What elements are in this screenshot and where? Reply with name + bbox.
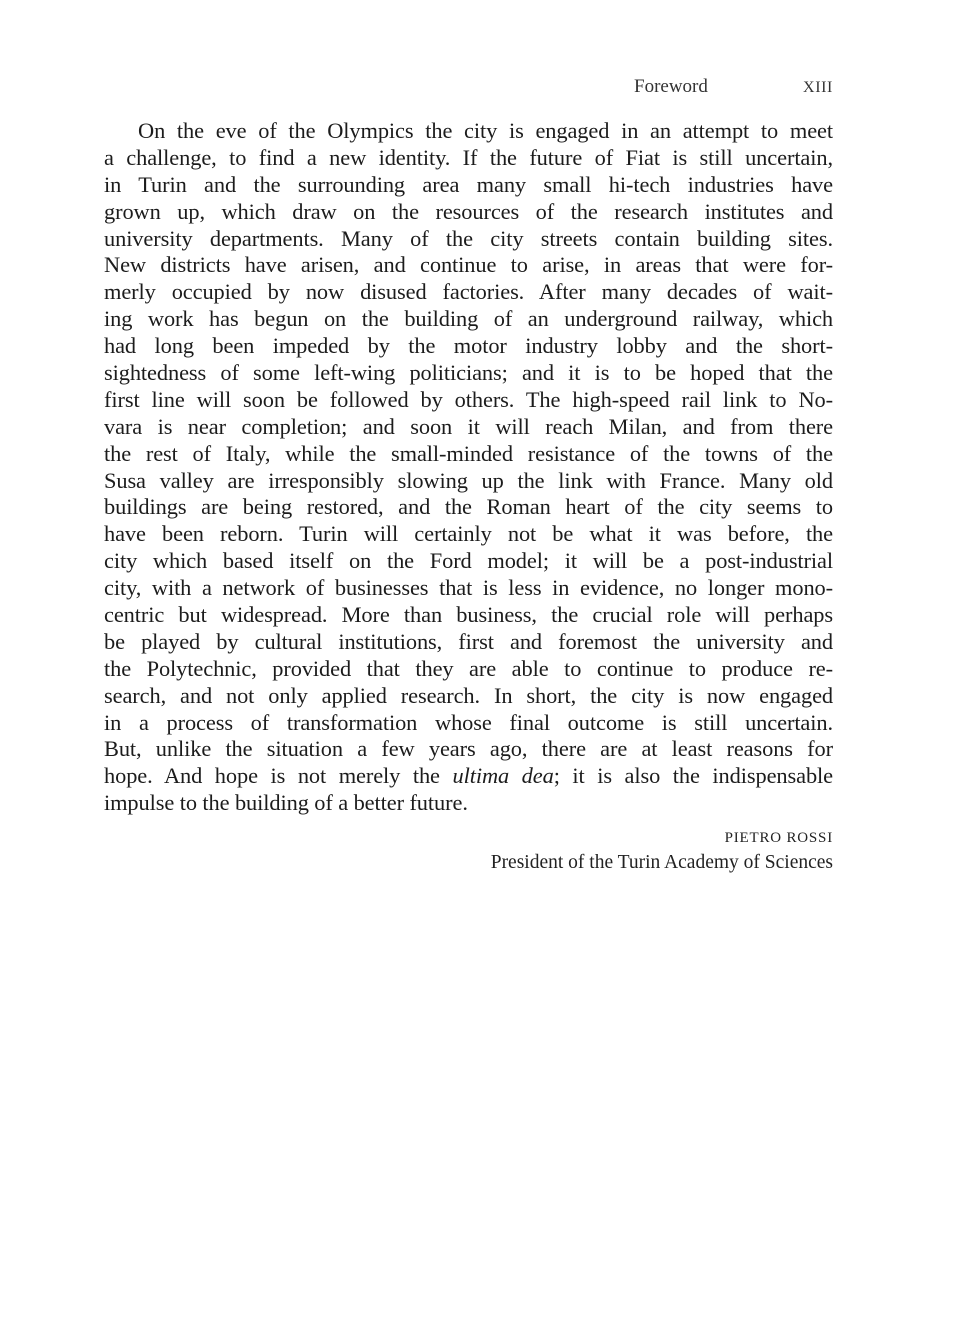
paragraph-line: in a process of transformation whose final outcome is still uncertain. (104, 709, 833, 735)
paragraph-line: But, unlike the situation a few years ago, there are at least reasons for (104, 736, 833, 762)
paragraph-line: grown up, which draw on the resources of the research institutes and (104, 198, 833, 224)
paragraph-line: city which based itself on the Ford model; it will be a post-industrial (104, 548, 833, 574)
paragraph-line: in Turin and the surrounding area many small hi-tech industries have (104, 171, 833, 197)
page-number: XIII (803, 79, 833, 96)
paragraph-line: merly occupied by now disused factories. After many decades of wait- (104, 279, 833, 305)
paragraph-line-with-italic (104, 763, 833, 790)
text-segment: ; it is also the indispensable (553, 763, 834, 789)
paragraph-line: Susa valley are irresponsibly slowing up the link with France. Many old (104, 467, 833, 493)
paragraph-line: search, and not only applied research. In short, the city is now engaged (104, 682, 833, 708)
author-title: President of the Turin Academy of Sciences (490, 852, 833, 873)
paragraph-line: centric but widespread. More than business, the crucial role will perhaps (104, 602, 833, 628)
signature-block (491, 826, 833, 876)
paragraph-line: sightedness of some left-wing politicians; and it is to be hoped that the (104, 360, 833, 386)
author-name: PIETRO ROSSI (724, 830, 833, 846)
italic-phrase: ultima dea (452, 763, 554, 789)
paragraph-line: be played by cultural institutions, first and foremost the university and (104, 628, 833, 654)
paragraph-line: city, with a network of businesses that is less in evidence, no longer mono- (104, 575, 833, 601)
paragraph-line: On the eve of the Olympics the city is engaged in an attempt to meet (138, 118, 833, 143)
text-segment: hope. And hope is not merely the (104, 763, 453, 789)
paragraph-line: ing work has begun on the building of an underground railway, which (104, 306, 833, 332)
paragraph-line: university departments. Many of the city streets contain building sites. (104, 225, 833, 251)
paragraph-line: the Polytechnic, provided that they are able to continue to produce re- (104, 655, 833, 681)
paragraph-line: buildings are being restored, and the Roman heart of the city seems to (104, 494, 833, 520)
paragraph-last-line: impulse to the building of a better future. (104, 790, 468, 816)
paragraph-line: have been reborn. Turin will certainly not be what it was before, the (104, 521, 833, 547)
paragraph-line: vara is near completion; and soon it will reach Milan, and from there (104, 413, 833, 439)
running-title: Foreword (634, 76, 708, 97)
paragraph-line: the rest of Italy, while the small-minded resistance of the towns of the (104, 440, 833, 466)
running-head (600, 76, 833, 102)
foreword-paragraph (104, 118, 833, 817)
paragraph-line: a challenge, to find a new identity. If the future of Fiat is still uncertain, (104, 144, 833, 170)
paragraph-line: first line will soon be followed by others. The high-speed rail link to No- (104, 386, 833, 412)
paragraph-line: had long been impeded by the motor industry lobby and the short- (104, 333, 833, 359)
paragraph-line: New districts have arisen, and continue to arise, in areas that were for- (104, 252, 833, 278)
